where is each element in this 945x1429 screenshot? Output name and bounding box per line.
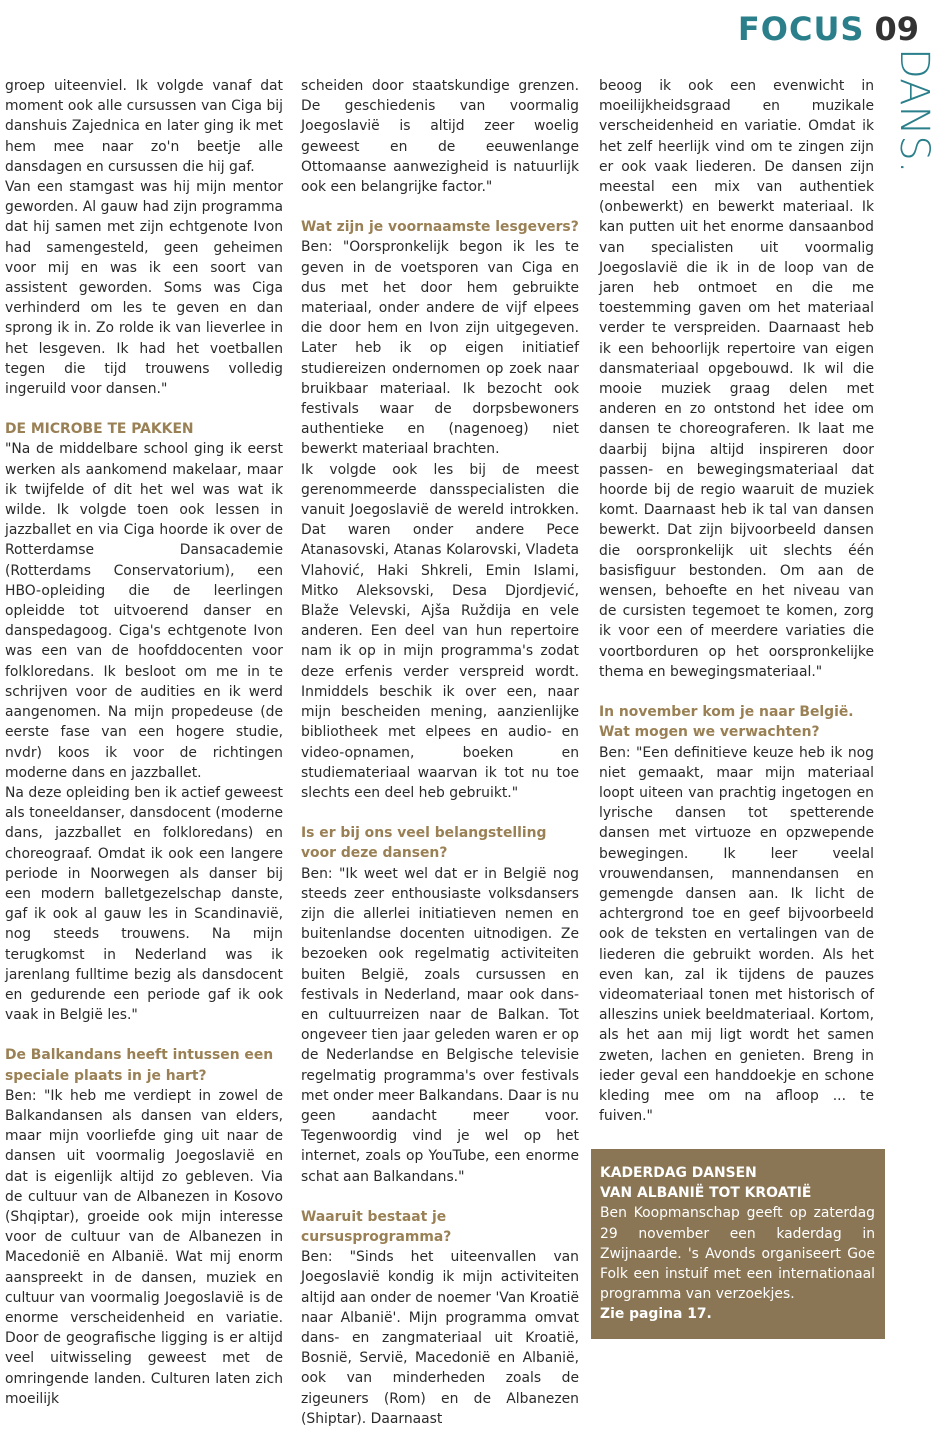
paragraph: Ben: "Sinds het uiteenvallen van Joegoslavië kondig ik mijn activiteiten altijd aan onder de noemer 'Van Kroatië naar Albanië'. Mijn programma omvat dans- en zangmateriaal uit Kroatië, Bosnië, Servië, Macedonië en Albanië, ook van minderheden zoals de zigeuners (Rom) en de Albanezen (Shiptar). Daarnaast — [301, 1249, 579, 1427]
column-3 — [599, 76, 874, 1126]
paragraph: "Na de middelbare school ging ik eerst werken als aankomend makelaar, maar ik twijfelde of dit het wel was wat ik wilde. Ik volgde toen ook lessen in jazzballet en via Ciga hoorde ik over de Rotterdamse Dansacademie (Rotterdams Conservatorium), een HBO-opleiding die de leerlingen opleidde tot uitvoerend danser en danspedagoog. Ciga's echtgenote Ivon was een van de hoofddocenten voor folkloredans. Ik besloot om me in te schrijven voor de audities en ik werd aangenomen. Na mijn propedeuse (de eerste fase van een hogere studie, nvdr) koos ik voor de richtingen moderne dans en jazzballet. — [5, 441, 283, 781]
paragraph: Ben: "Ik weet wel dat er in België nog steeds zeer enthousiaste volksdansers zijn die allerlei initiatieven nemen en buitenlandse docenten uitnodigen. Ze bezoeken ook regelmatig activiteiten buiten België, zoals cursussen en festivals in Nederland, maar ook dans- en cultuurreizen naar de Balkan. Tot ongeveer tien jaar geleden waren er op de Nederlandse en Belgische televisie regelmatig programma's over festivals met onder meer Balkandans. Daar is nu geen aandacht meer voor. Tegenwoordig vind je wel op het internet, zoals op YouTube, een enorme schat aan Balkandans." — [301, 865, 579, 1185]
column-2 — [301, 76, 579, 1429]
paragraph: beoog ik ook een evenwicht in moeilijkheidsgraad en muzikale verscheidenheid en variatie. Omdat ik het zelf heerlijk vind om te zingen zijn er ook vaak liederen. De dansen zijn meestal een mix van authentiek (onbewerkt) en bewerkt materiaal. Ik kan putten uit het enorme dansaanbod van specialisten uit voormalig Joegoslavië die ik in de loop van de jaren heb ontmoet en die me toestemming gaven om het materiaal verder te verspreiden. Daarnaast heb ik een behoorlijk repertoire van eigen dansmateriaal opgebouwd. Ik wil die mooie muziek graag delen met anderen en zo ontstond het idee om dansen te choreograferen. Ik laat me daarbij bijna altijd inspireren door passen- en bewegingsmateriaal dat hoorde bij de regio waaruit de muziek komt. Daarnaast heb ik tal van dansen bewerkt. Dat zijn bijvoorbeeld dansen die oorspronkelijk uit slechts één basisfiguur bestonden. Om aan de wensen, behoefte en het niveau van de cursisten tegemoet te komen, zorg ik voor een of meerdere variaties die voortborduren op het oorspronkelijke thema en bewegingsmateriaal." — [599, 78, 874, 680]
info-box — [591, 1149, 885, 1339]
page-number: 09 — [874, 10, 919, 48]
info-box-body: Ben Koopmanschap geeft op zaterdag 29 november een kaderdag in Zwijnaarde. 's Avonds organiseert Goe Folk een instuif met een internationaal programma van verzoekjes. — [600, 1205, 875, 1303]
question-heading: De Balkandans heeft intussen een speciale plaats in je hart? — [5, 1047, 274, 1084]
paragraph: Ik volgde ook les bij de meest gerenommeerde dansspecialisten die vanuit Joegoslavië de wereld introkken. Dat waren onder andere Pece Atanasovski, Atanas Kolarovski, Vladeta Vlahović, Haki Shkreli, Emin Islami, Mitko Aleksovski, Desa Djordjević, Blaže Velevski, Ajša Ruždija en vele anderen. Een deel van hun repertoire nam ik op in mijn programma's zodat deze erfenis verder verspreid wordt. Inmiddels beschik ik over een, naar mijn bescheiden mening, aanzienlijke bibliotheek met elpees en audio- en video-opnamen, boeken en studiemateriaal waarvan ik tot nu toe slechts een deel heb gebruikt." — [301, 461, 579, 801]
page-header — [738, 10, 919, 48]
info-box-subtitle: VAN ALBANIË TOT KROATIË — [600, 1185, 812, 1202]
paragraph: Van een stamgast was hij mijn mentor geworden. Al gauw had zijn programma dat hij samen met zijn echtgenote Ivon had samengesteld, geen geheimen voor mij en was ik een soort van assistent geworden. Soms was Ciga verhinderd om les te geven en dan sprong ik in. Zo rolde ik van lieverlee in het lesgeven. Ik had het voetballen tegen die tijd trouwens volledig ingeruild voor dansen." — [5, 179, 283, 398]
paragraph: groep uiteenviel. Ik volgde vanaf dat moment ook alle cursussen van Ciga bij danshuis Zajednica en later ging ik met hem mee naar zo'n beetje alle dansdagen en cursussen die hij gaf. — [5, 78, 283, 175]
question-heading: Is er bij ons veel belangstelling voor deze dansen? — [301, 825, 547, 862]
subheading: DE MICROBE TE PAKKEN — [5, 421, 194, 438]
paragraph: scheiden door staatskundige grenzen. De geschiedenis van voormalig Joegoslavië is altijd zeer woelig geweest en de eeuwenlange Ottomaanse aanwezigheid is natuurlijk ook een belangrijke factor." — [301, 78, 579, 196]
paragraph: Na deze opleiding ben ik actief geweest als toneeldanser, dansdocent (moderne dans, jazzballet en folkloredans) en choreograaf. Omdat ik ook een langere periode in Noorwegen als danser bij een modern balletgezelschap danste, gaf ik ook al gauw les in Scandinavië, nog steeds trouwens. Na mijn terugkomst in Nederland was ik jarenlang fulltime bezig als dansdocent en gedurende een periode gaf ik ook vaak in België les." — [5, 784, 283, 1024]
question-heading: Waaruit bestaat je cursusprogramma? — [301, 1208, 452, 1245]
question-heading: Wat zijn je voornaamste lesgevers? — [301, 219, 579, 236]
question-heading: In november kom je naar België. Wat mogen we verwachten? — [599, 704, 854, 741]
side-label: DANS. — [891, 48, 937, 174]
paragraph: Ben: "Een definitieve keuze heb ik nog niet gemaakt, maar mijn materiaal loopt uiteen van prachtig ingetogen en lyrische dansen tot spetterende dansen met virtuoze en opzwepende bewegingen. Ik leer veelal vrouwendansen, mannendansen en gemengde dansen aan. Ik licht de achtergrond toe en geef bijvoorbeeld ook de teksten en vertalingen van de liederen die gebruikt worden. Als het even kan, zal ik tijdens de pauzes videomateriaal tonen met historisch of alleszins uniek beeldmateriaal. Kortom, als het aan mij ligt wordt het samen zweten, lachen en genieten. Breng in ieder geval een handdoekje en schone kleding mee om na afloop ... te fuiven." — [599, 744, 874, 1125]
paragraph: Ben: "Ik heb me verdiept in zowel de Balkandansen als dansen van elders, maar mijn voorliefde ging uit naar de dansen uit voormalig Joegoslavië en dat is eigenlijk altijd zo gebleven. Via de cultuur van de Albanezen in Kosovo (Shqiptar), groeide ook mijn interesse voor de cultuur van de Albanezen in Macedonië en Albanië. Wat mij enorm aanspreekt in de dansen, muziek en cultuur van voormalig Joegoslavië is de enorme verscheidenheid en variatie. Door de geografische ligging is er altijd veel uitwisseling geweest met de omringende landen. Culturen laten zich moeilijk — [5, 1087, 283, 1407]
paragraph: Ben: "Oorspronkelijk begon ik les te geven in de voetsporen van Ciga en dus met het door hem gebruikte materiaal, onder andere de vijf elpees die door hem en Ivon zijn uitgegeven. Later heb ik op eigen initiatief studiereizen ondernomen op zoek naar bruikbaar materiaal. Ik bezocht ook festivals waar de dorpsbewoners authentieke en (nagenoeg) niet bewerkt materiaal brachten. — [301, 239, 579, 458]
section-title: FOCUS — [737, 10, 865, 48]
column-1 — [5, 76, 283, 1409]
info-box-page-reference: Zie pagina 17. — [600, 1306, 712, 1323]
info-box-title: KADERDAG DANSEN — [600, 1165, 757, 1181]
